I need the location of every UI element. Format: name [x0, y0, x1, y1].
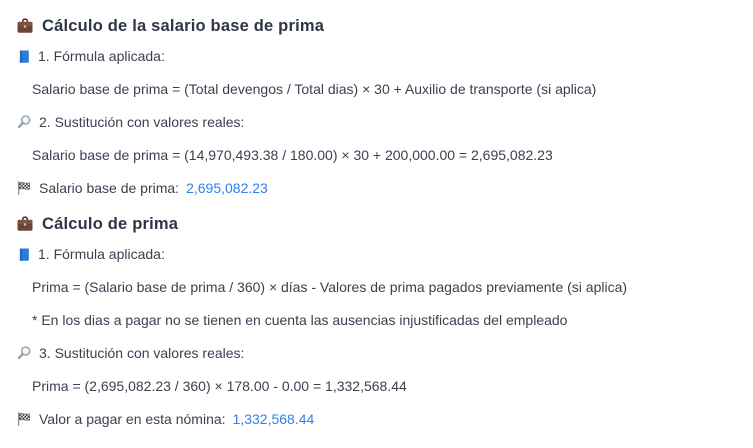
formula-text-line	[16, 79, 737, 99]
section-salario-base	[16, 14, 737, 198]
substitution-text: Prima = (2,695,082.23 / 360) × 178.00 - 0.00 = 1,332,568.44	[32, 378, 407, 394]
checkered-flag-icon	[16, 411, 32, 427]
substitution-label: 2. Sustitución con valores reales:	[39, 114, 245, 130]
section-calculo-prima	[16, 212, 737, 429]
formula-note-line	[16, 310, 737, 330]
result-label: Valor a pagar en esta nómina:	[39, 411, 226, 427]
substitution-text-line	[16, 145, 737, 165]
result-value-link[interactable]: 1,332,568.44	[232, 411, 315, 427]
formula-label: 1. Fórmula aplicada:	[38, 246, 165, 262]
briefcase-icon	[16, 17, 34, 35]
section-title: Cálculo de prima	[42, 214, 179, 233]
magnifier-icon	[16, 345, 32, 361]
section-heading	[16, 212, 737, 236]
substitution-text-line	[16, 376, 737, 396]
result-value-link[interactable]: 2,695,082.23	[186, 180, 268, 196]
formula-text: Prima = (Salario base de prima / 360) × días - Valores de prima pagados previamente (si aplica)	[32, 279, 628, 295]
briefcase-icon	[16, 215, 34, 233]
formula-label: 1. Fórmula aplicada:	[38, 48, 165, 64]
result-label: Salario base de prima:	[39, 180, 180, 196]
formula-text-line	[16, 277, 737, 297]
substitution-label: 3. Sustitución con valores reales:	[39, 345, 245, 361]
magnifier-icon	[16, 114, 32, 130]
formula-label-line	[16, 46, 737, 66]
section-title: Cálculo de la salario base de prima	[42, 16, 325, 35]
formula-label-line	[16, 244, 737, 264]
section-heading	[16, 14, 737, 38]
substitution-label-line	[16, 343, 737, 363]
substitution-text: Salario base de prima = (14,970,493.38 / 180.00) × 30 + 200,000.00 = 2,695,082.23	[32, 147, 553, 163]
result-line	[16, 409, 737, 429]
checkered-flag-icon	[16, 180, 32, 196]
result-line	[16, 178, 737, 198]
formula-note: * En los dias a pagar no se tienen en cuenta las ausencias injustificadas del empleado	[32, 312, 568, 328]
substitution-label-line	[16, 112, 737, 132]
blue-book-icon	[16, 247, 31, 262]
blue-book-icon	[16, 49, 31, 64]
formula-text: Salario base de prima = (Total devengos / Total dias) × 30 + Auxilio de transporte (si aplica)	[32, 81, 597, 97]
